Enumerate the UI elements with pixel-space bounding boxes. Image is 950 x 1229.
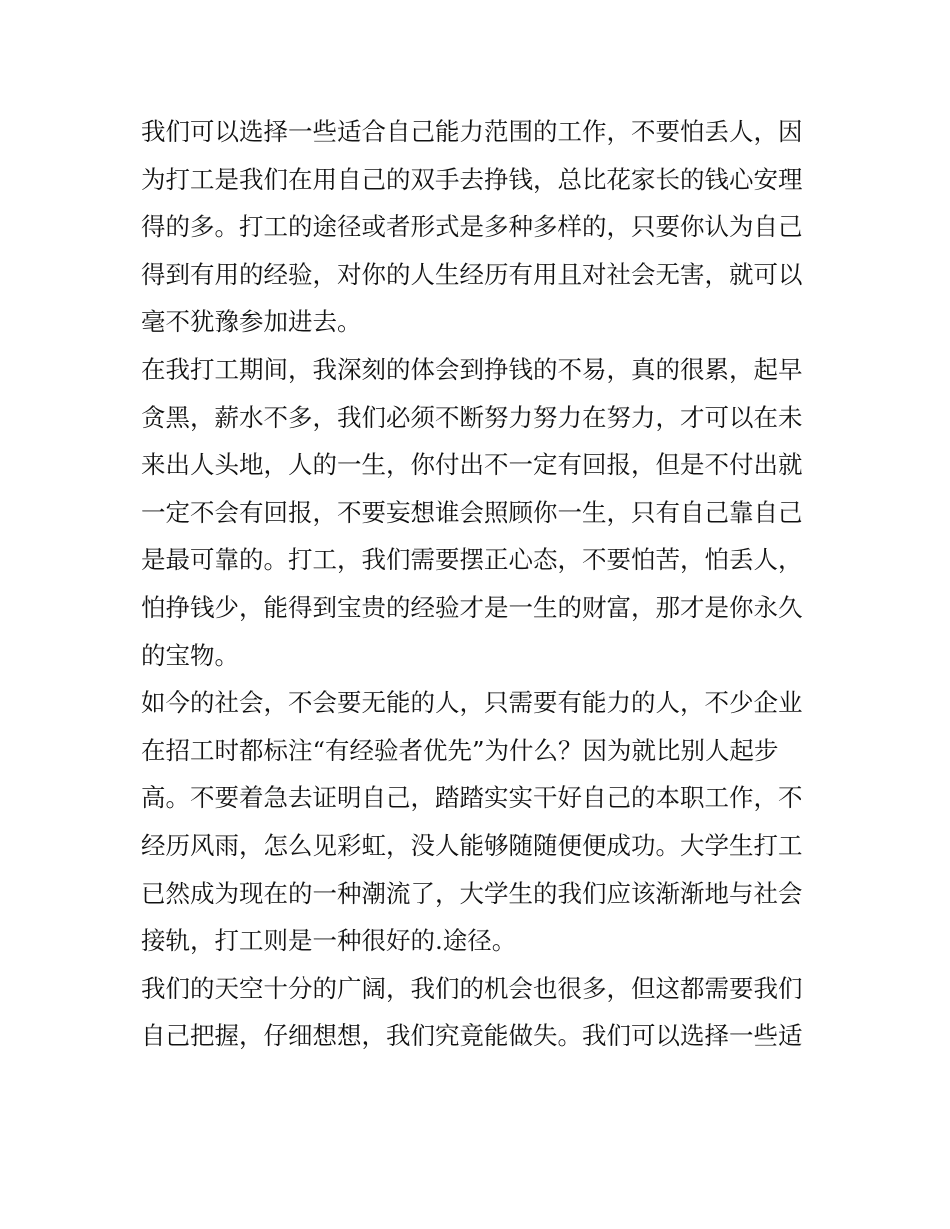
- text-line: 已然成为现在的一种潮流了，大学生的我们应该渐渐地与社会: [141, 878, 803, 908]
- text-line: 高。不要着急去证明自己，踏踏实实干好自己的本职工作，不: [141, 783, 803, 813]
- text-line: 来出人头地，人的一生，你付出不一定有回报，但是不付出就: [141, 450, 803, 480]
- text-line: 接轨，打工则是一种很好的.途径。: [141, 926, 517, 956]
- text-line: 经历风雨，怎么见彩虹，没人能够随随便便成功。大学生打工: [141, 830, 803, 860]
- document-body: [141, 108, 821, 1060]
- text-line: 毫不犹豫参加进去。: [141, 307, 362, 337]
- text-line: 如今的社会，不会要无能的人，只需要有能力的人，不少企业: [141, 688, 803, 718]
- text-line: 怕挣钱少，能得到宝贵的经验才是一生的财富，那才是你永久: [141, 592, 803, 622]
- text-line: 自己把握，仔细想想，我们究竟能做失。我们可以选择一些适: [141, 1021, 803, 1051]
- text-line: 我们可以选择一些适合自己能力范围的工作，不要怕丢人，因: [141, 117, 803, 146]
- text-line: 我们的天空十分的广阔，我们的机会也很多，但这都需要我们: [141, 973, 803, 1003]
- text-line: 为打工是我们在用自己的双手去挣钱，总比花家长的钱心安理: [141, 164, 803, 194]
- text-line: 在我打工期间，我深刻的体会到挣钱的不易，真的很累，起早: [141, 354, 803, 384]
- text-line: 是最可靠的。打工，我们需要摆正心态，不要怕苦，怕丢人，: [141, 545, 803, 575]
- text-line: 一定不会有回报，不要妄想谁会照顾你一生，只有自己靠自己: [141, 497, 803, 527]
- text-line: 得的多。打工的途径或者形式是多种多样的，只要你认为自己: [141, 212, 803, 242]
- text-line: 在招工时都标注“有经验者优先”为什么？因为就比别人起步: [141, 735, 779, 765]
- text-line: 贪黑，薪水不多，我们必须不断努力努力在努力，才可以在未: [141, 402, 803, 432]
- text-line: 得到有用的经验，对你的人生经历有用且对社会无害，就可以: [141, 259, 803, 289]
- text-line: 的宝物。: [141, 640, 239, 670]
